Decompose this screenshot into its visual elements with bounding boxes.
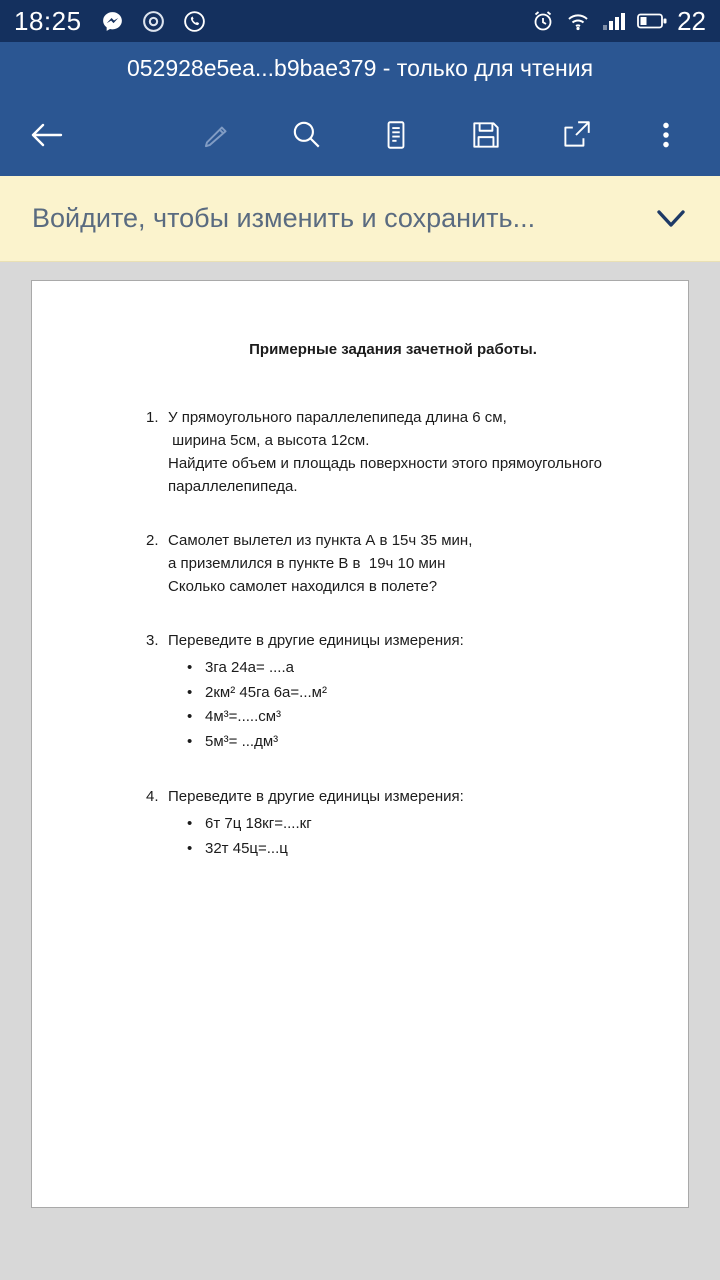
- bullet-item: [187, 705, 640, 730]
- question-body: [168, 629, 640, 754]
- document-title: 052928e5ea...b9bae379 - только для чтения: [126, 54, 594, 81]
- edit-icon: [199, 118, 233, 152]
- notification-icons: [100, 9, 207, 34]
- question-3: [146, 629, 640, 754]
- question-line: Переведите в другие единицы измерения:: [168, 632, 464, 649]
- messenger-icon: [100, 9, 125, 34]
- save-button[interactable]: [466, 115, 506, 155]
- browser-icon: [141, 9, 166, 34]
- share-button[interactable]: [556, 115, 596, 155]
- question-number: 1.: [146, 409, 159, 426]
- bullet-text: • 2км² 45га 6а=...м²: [205, 683, 327, 701]
- question-body: [168, 406, 640, 498]
- question-line: параллелепипеда.: [168, 478, 298, 495]
- document-page: [31, 280, 689, 1208]
- bullet-text: • 32т 45ц=...ц: [205, 839, 288, 857]
- doc-heading: Примерные задания зачетной работы.: [249, 341, 537, 358]
- bullet-text: • 5м³= ...дм³: [205, 732, 279, 750]
- question-line: а приземлился в пункте В в 19ч 10 мин: [168, 555, 446, 572]
- bullet-text: • 4м³=.....см³: [205, 708, 282, 725]
- question-2: [146, 529, 640, 598]
- signin-banner-text: Войдите, чтобы изменить и сохранить...: [32, 203, 536, 233]
- question-body: [168, 785, 640, 861]
- signal-icon: [601, 9, 627, 33]
- overflow-icon: [649, 118, 683, 152]
- question-body: [168, 529, 640, 598]
- bullet-item: [187, 730, 640, 755]
- question-1: [146, 406, 640, 498]
- question-line: ширина 5см, а высота 12см.: [168, 432, 370, 449]
- back-arrow-icon: [27, 119, 65, 151]
- question-4: [146, 785, 640, 861]
- alarm-icon: [531, 9, 555, 33]
- title-bar: [0, 42, 720, 94]
- banner-expand-button[interactable]: [654, 208, 688, 230]
- overflow-menu-button[interactable]: [646, 115, 686, 155]
- document-area[interactable]: [0, 262, 720, 1280]
- battery-percent: 22: [677, 5, 706, 36]
- bullet-item: [187, 681, 640, 706]
- question-line: Найдите объем и площадь поверхности этого прямоугольного: [168, 455, 602, 472]
- toolbar-actions: [196, 115, 720, 155]
- bullet-list: [168, 656, 640, 754]
- search-icon: [289, 118, 323, 152]
- status-time: 18:25: [14, 5, 82, 36]
- question-number: 3.: [146, 632, 159, 649]
- search-button[interactable]: [286, 115, 326, 155]
- bullet-item: [187, 812, 640, 837]
- mobile-view-icon: [379, 118, 413, 152]
- bullet-item: [187, 656, 640, 681]
- question-line: У прямоугольного параллелепипеда длина 6 см,: [168, 409, 507, 426]
- question-line: Переведите в другие единицы измерения:: [168, 788, 464, 805]
- question-number: 4.: [146, 788, 159, 805]
- chevron-down-icon: [654, 208, 688, 230]
- phone-icon: [182, 9, 207, 34]
- back-button[interactable]: [26, 115, 66, 155]
- save-icon: [469, 118, 503, 152]
- share-icon: [559, 118, 593, 152]
- wifi-icon: [565, 9, 591, 33]
- question-number: 2.: [146, 532, 159, 549]
- edit-button[interactable]: [196, 115, 236, 155]
- question-line: Самолет вылетел из пункта А в 15ч 35 мин,: [168, 532, 473, 549]
- bullet-item: [187, 837, 640, 862]
- toolbar: [0, 94, 720, 176]
- bullet-list: [168, 812, 640, 861]
- status-bar: [0, 0, 720, 42]
- question-line: Сколько самолет находился в полете?: [168, 578, 438, 595]
- battery-icon: [637, 11, 667, 31]
- mobile-view-button[interactable]: [376, 115, 416, 155]
- bullet-text: • 6т 7ц 18кг=....кг: [205, 815, 312, 832]
- bullet-text: • 3га 24а= ....а: [205, 659, 294, 676]
- status-indicators: [531, 6, 706, 37]
- signin-banner[interactable]: [0, 176, 720, 262]
